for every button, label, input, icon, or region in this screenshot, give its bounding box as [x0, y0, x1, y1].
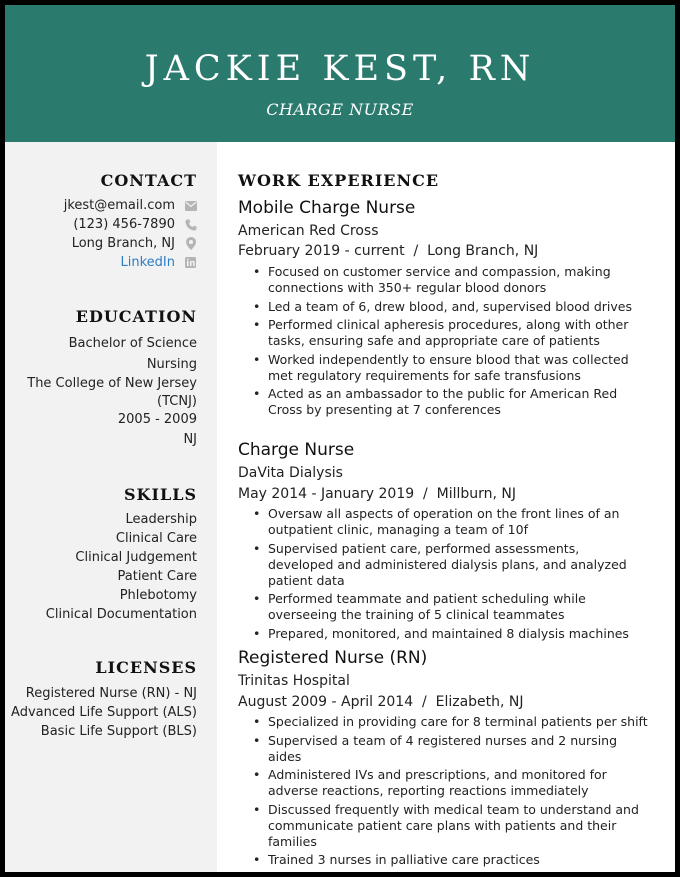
- contact-location-row: [64, 234, 197, 253]
- license-item: Registered Nurse (RN) - NJ: [25, 686, 197, 701]
- license-item: Basic Life Support (BLS): [40, 724, 197, 739]
- education-list: [27, 333, 197, 450]
- job-bullets: [238, 506, 648, 644]
- skills-heading: SKILLS: [124, 485, 197, 504]
- licenses-heading: LICENSES: [95, 658, 197, 677]
- job-bullet: • Discussed frequently with medical team to understand and communicate patient care plans with patients and their families: [238, 802, 648, 850]
- contact-phone-row: [64, 215, 197, 234]
- skills-list: [46, 510, 197, 624]
- job-bullet: • Performed teammate and patient scheduling while overseeing the training of 5 clinical teammates: [238, 591, 648, 623]
- contact-email[interactable]: jkest@email.com: [63, 198, 175, 213]
- contact-location: Long Branch, NJ: [71, 236, 175, 251]
- job-title: Charge Nurse: [238, 440, 355, 460]
- job-dates-location: May 2014 - January 2019 / Millburn, NJ: [238, 486, 517, 502]
- job-title: Registered Nurse (RN): [238, 648, 428, 668]
- skill-item: Clinical Care: [115, 531, 197, 546]
- job-bullet: • Prepared, monitored, and maintained 8 dialysis machines: [238, 626, 648, 642]
- job-dates-location: August 2009 - April 2014 / Elizabeth, NJ: [238, 694, 524, 710]
- contact-heading: CONTACT: [100, 171, 197, 190]
- linkedin-icon: [184, 256, 197, 269]
- resume-page: [5, 5, 675, 872]
- job-bullet: • Supervised a team of 4 registered nurses and 2 nursing aides: [238, 733, 648, 765]
- education-years: 2005 - 2009: [117, 412, 197, 427]
- envelope-icon: [184, 199, 197, 212]
- education-state: NJ: [183, 432, 197, 447]
- candidate-role: CHARGE NURSE: [266, 100, 414, 119]
- skill-item: Clinical Judgement: [75, 550, 197, 565]
- job-bullet: • Administered IVs and prescriptions, and monitored for adverse reactions, reporting reactions immediately: [238, 767, 648, 799]
- licenses-list: [11, 684, 197, 741]
- skill-item: Clinical Documentation: [45, 607, 197, 622]
- contact-phone[interactable]: (123) 456-7890: [73, 217, 175, 232]
- education-degree: Bachelor of Science: [68, 336, 197, 351]
- sidebar: [5, 142, 217, 872]
- job-bullets: [238, 714, 648, 871]
- job-bullet: • Supervised patient care, performed assessments, developed and administered dialysis plans, and analyzed patient data: [238, 541, 648, 589]
- phone-icon: [184, 218, 197, 231]
- job-company: DaVita Dialysis: [238, 465, 343, 481]
- job-bullet: • Acted as an ambassador to the public for American Red Cross by presenting at 7 conferences: [238, 386, 648, 418]
- job-dates-location: February 2019 - current / Long Branch, NJ: [238, 243, 539, 259]
- job-bullet: • Led a team of 6, drew blood, and, supervised blood drives: [238, 299, 648, 315]
- job-company: Trinitas Hospital: [238, 673, 350, 689]
- skill-item: Phlebotomy: [119, 588, 197, 603]
- job-bullet: • Trained 3 nurses in palliative care practices: [238, 852, 648, 868]
- job-title: Mobile Charge Nurse: [238, 198, 416, 218]
- education-school: The College of New Jersey: [27, 376, 197, 391]
- job-bullet: • Oversaw all aspects of operation on the front lines of an outpatient clinic, managing a team of 10f: [238, 506, 648, 538]
- job-bullet: • Focused on customer service and compassion, making connections with 350+ regular blood donors: [238, 264, 648, 296]
- license-item: Advanced Life Support (ALS): [11, 705, 197, 720]
- contact-email-row: [64, 196, 197, 215]
- education-major: Nursing: [146, 357, 197, 372]
- work-experience-heading: WORK EXPERIENCE: [238, 171, 440, 190]
- education-school-abbr: (TCNJ): [157, 394, 197, 409]
- contact-linkedin-row: [64, 253, 197, 272]
- job-bullet: • Specialized in providing care for 8 terminal patients per shift: [238, 714, 648, 730]
- contact-list: [64, 196, 197, 272]
- skill-item: Leadership: [125, 512, 197, 527]
- resume-header: [5, 5, 675, 142]
- job-bullets: [238, 264, 648, 421]
- map-pin-icon: [184, 237, 197, 250]
- linkedin-link[interactable]: LinkedIn: [120, 255, 175, 270]
- candidate-name: JACKIE KEST, RN: [144, 49, 536, 89]
- job-bullet: • Performed clinical apheresis procedures, along with other tasks, ensuring safe and appropriate care of patients: [238, 317, 648, 349]
- education-heading: EDUCATION: [75, 307, 197, 326]
- skill-item: Patient Care: [117, 569, 197, 584]
- job-company: American Red Cross: [238, 223, 379, 239]
- job-bullet: • Worked independently to ensure blood that was collected met regulatory requirements for safe transfusions: [238, 352, 648, 384]
